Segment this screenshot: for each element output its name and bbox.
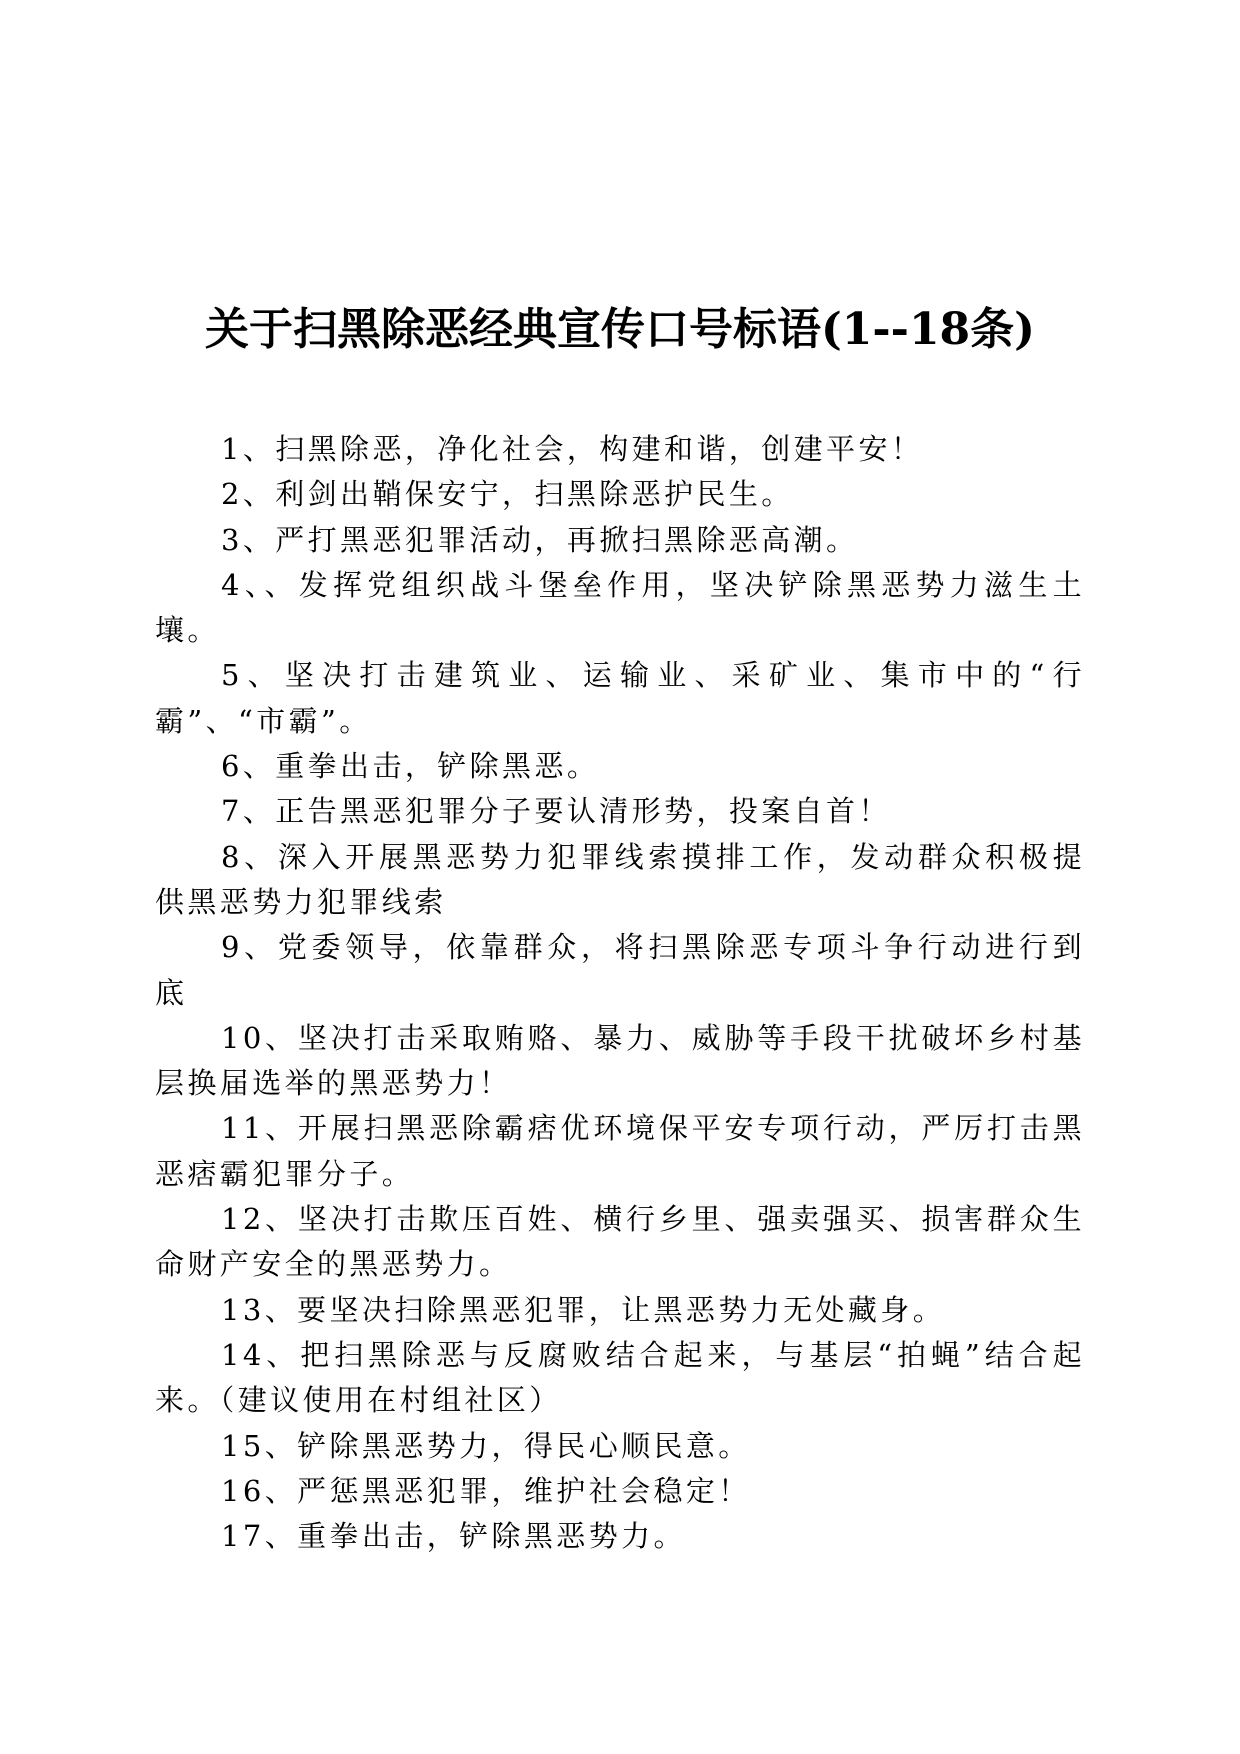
list-item: 15、铲除黑恶势力，得民心顺民意。: [221, 1428, 751, 1463]
slogan-list: [155, 427, 1085, 1559]
list-item: 10、坚决打击采取贿赂、暴力、威胁等手段干扰破坏乡村基层换届选举的黑恶势力！: [155, 1020, 1085, 1101]
list-item: 2、利剑出鞘保安宁，扫黑除恶护民生。: [221, 477, 794, 512]
list-item: 1、扫黑除恶，净化社会，构建和谐，创建平安！: [221, 432, 924, 466]
list-item: 8、深入开展黑恶势力犯罪线索摸排工作，发动群众积极提供黑恶势力犯罪线索: [155, 839, 1085, 919]
list-item: 7、正告黑恶犯罪分子要认清形势，投案自首！: [221, 794, 891, 829]
list-item: 3、严打黑恶犯罪活动，再掀扫黑除恶高潮。: [221, 522, 859, 557]
list-item: 14、把扫黑除恶与反腐败结合起来，与基层“拍蝇”结合起来。（建议使用在村组社区）: [155, 1337, 1085, 1418]
list-item: 12、坚决打击欺压百姓、横行乡里、强卖强买、损害群众生命财产安全的黑恶势力。: [155, 1202, 1085, 1282]
document-title: 关于扫黑除恶经典宣传口号标语(1--18条): [204, 304, 1035, 355]
list-item: 4、、发挥党组织战斗堡垒作用，坚决铲除黑恶势力滋生土壤。: [155, 567, 1085, 648]
list-item: 13、要坚决扫除黑恶犯罪，让黑恶势力无处藏身。: [221, 1292, 946, 1327]
list-item: 17、重拳出击，铲除黑恶势力。: [221, 1519, 686, 1554]
list-item: 16、严惩黑恶犯罪，维护社会稳定！: [221, 1473, 751, 1508]
list-item: 9、党委领导，依靠群众，将扫黑除恶专项斗争行动进行到底: [155, 930, 1085, 1010]
list-item: 6、重拳出击，铲除黑恶。: [221, 749, 600, 784]
list-item: 11、开展扫黑恶除霸痞优环境保平安专项行动，严厉打击黑恶痞霸犯罪分子。: [155, 1111, 1085, 1191]
list-item: 5、坚决打击建筑业、运输业、采矿业、集市中的“行霸”、“市霸”。: [155, 658, 1085, 738]
